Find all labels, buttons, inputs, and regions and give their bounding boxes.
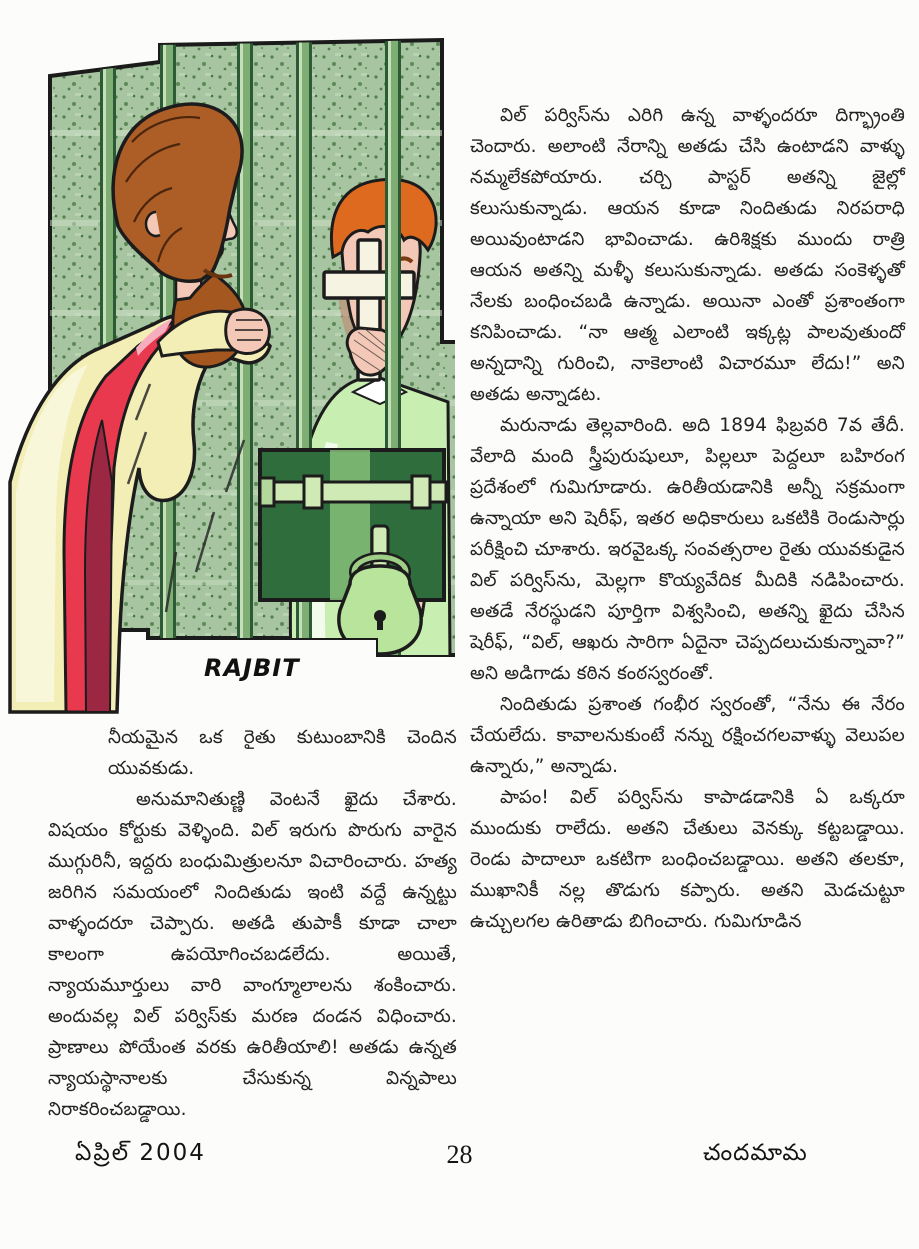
paragraph: మరునాడు తెల్లవారింది. అది 1894 ఫిబ్రవరి 7వ తేదీ. వేలాది మంది స్త్రీపురుషులూ, పిల్లలూ పెద్దలూ బహిరంగ ప్రదేశంలో గుమిగూడారు. ఉరితీయడానికి అన్నీ సక్రమంగా ఉన్నాయా అని షెరీఫ్, ఇతర అధికారులు ఒకటికి రెండుసార్లు పరీక్షించి చూశారు. ఇరవైఒక్క సంవత్సరాల రైతు యువకుడైన విల్ పర్విస్‌ను, మెల్లగా కొయ్యవేదిక మీదికి నడిపించారు. అతడే నేరస్థుడని పూర్తిగా విశ్వసించి, అతన్ని ఖైదు చేసిన షెరీఫ్, “విల్, ఆఖరు సారిగా ఏదైనా చెప్పదలుచుకున్నావా?” అని అడిగాడు కఠిన కంఠస్వరంతో. bbox=[470, 415, 905, 684]
footer-page-number: 28 bbox=[446, 1140, 473, 1169]
footer-magazine-name: చందమామ bbox=[703, 1140, 808, 1166]
paragraph: పాపం! విల్ పర్విస్‌ను కాపాడడానికి ఏ ఒక్కరూ ముందుకు రాలేదు. అతని చేతులు వెనక్కు కట్టబడ్డాయి. రెండు పాదాలూ ఒకటిగా బంధించబడ్డాయి. అతని తలకూ, ముఖానికీ నల్ల తొడుగు కప్పారు. అతని మెడచుట్టూ ఉచ్చులగల ఉరితాడు బిగించారు. గుమిగూడిన bbox=[470, 787, 905, 932]
paragraph: నిందితుడు ప్రశాంత గంభీర స్వరంతో, “నేను ఈ నేరం చేయలేదు. కావాలనుకుంటే నన్ను రక్షించగలవాళ్ళు వెలుపల ఉన్నారు,” అన్నాడు. bbox=[470, 694, 905, 777]
prison-illustration bbox=[8, 12, 455, 714]
paragraph: విల్ పర్విస్‌ను ఎరిగి ఉన్న వాళ్ళందరూ దిగ్భ్రాంతి చెందారు. అలాంటి నేరాన్ని అతడు చేసి ఉంటాడని వాళ్ళు నమ్మలేకపోయారు. చర్చి పాస్టర్ అతన్ని జైల్లో కలుసుకున్నాడు. ఆయన కూడా నిందితుడు నిరపరాధి అయివుంటాడని భావించాడు. ఉరిశిక్షకు ముందు రాత్రి ఆయన అతన్ని మళ్ళీ కలుసుకున్నాడు. అతడు సంకెళ్ళతో నేలకు బంధించబడి ఉన్నాడు. అయినా ఎంతో ప్రశాంతంగా కనిపించాడు. “నా ఆత్మ ఎలాంటి ఇక్కట్ల పాలవుతుందో అన్నదాన్ని గురించి, నాకెలాంటి విచారమూ లేదు!” అని అతడు అన్నాడట. bbox=[470, 105, 905, 405]
prison-illustration-svg bbox=[8, 12, 455, 714]
artist-signature: RAJBIT bbox=[204, 654, 300, 682]
footer-month: ఏప్రిల్ 2004 bbox=[75, 1140, 206, 1166]
right-column bbox=[470, 100, 905, 937]
paragraph: నీయమైన ఒక రైతు కుటుంబానికి చెందిన యువకుడు. bbox=[108, 727, 457, 779]
paragraph: అనుమానితుణ్ణి వెంటనే ఖైదు చేశారు. విషయం కోర్టుకు వెళ్ళింది. విల్ ఇరుగు పొరుగు వారైన ముగ్గురినీ, ఇద్దరు బంధుమిత్రులనూ విచారించారు. హత్య జరిగిన సమయంలో నిందితుడు ఇంటి వద్దే ఉన్నట్టు వాళ్ళందరూ చెప్పారు. అతడి తుపాకీ కూడా చాలా కాలంగా ఉపయోగించబడలేదు. అయితే, న్యాయమూర్తులు వారి వాంగ్మూలాలను శంకించారు. అందువల్ల విల్ పర్విస్‌కు మరణ దండన విధించారు. ప్రాణాలు పోయేంత వరకు ఉరితీయాలి! అతడు ఉన్నత న్యాయస్థానాలకు చేసుకున్న విన్నపాలు నిరాకరించబడ్డాయి. bbox=[48, 789, 457, 1120]
pastor-fist bbox=[226, 309, 270, 353]
left-column bbox=[48, 722, 457, 1125]
